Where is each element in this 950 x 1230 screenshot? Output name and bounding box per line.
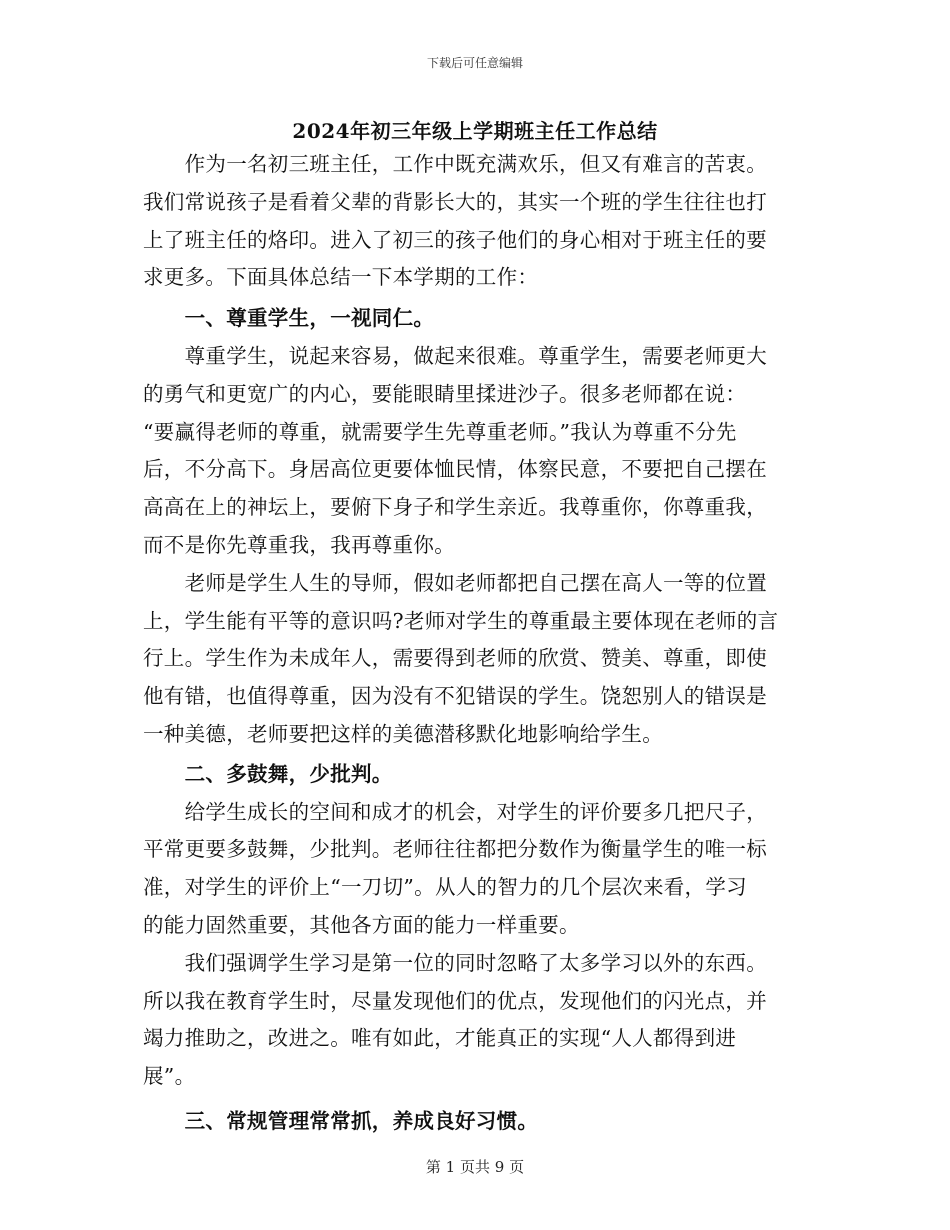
section-heading: 二、多鼓舞，少批判。 [143, 761, 393, 786]
text-line: 而不是你先尊重我，我再尊重你。 [143, 532, 455, 557]
text-line: 我们常说孩子是看着父辈的背影长大的，其实一个班的学生往往也打 [143, 189, 767, 214]
text-line: 所以我在教育学生时，尽量发现他们的优点，发现他们的闪光点，并 [143, 988, 767, 1013]
page-footer: 第 1 页共 9 页 [425, 1158, 525, 1176]
text-line: 高高在上的神坛上，要俯下身子和学生亲近。我尊重你，你尊重我， [143, 495, 767, 520]
document-body [143, 146, 803, 1141]
text-line: 尊重学生，说起来容易，做起来很难。尊重学生，需要老师更大 [143, 343, 767, 368]
text-line: 给学生成长的空间和成才的机会，对学生的评价要多几把尺子， [143, 799, 767, 824]
text-line: 上了班主任的烙印。进入了初三的孩子他们的身心相对于班主任的要 [143, 227, 767, 252]
text-line: 展”。 [143, 1064, 196, 1089]
text-line: 求更多。下面具体总结一下本学期的工作： [143, 265, 539, 290]
text-line: 一种美德，老师要把这样的美德潜移默化地影响给学生。 [143, 721, 663, 746]
text-line: 作为一名初三班主任，工作中既充满欢乐，但又有难言的苦衷。 [143, 152, 767, 176]
text-line: 平常更要多鼓舞，少批判。老师往往都把分数作为衡量学生的唯一标 [143, 837, 767, 862]
text-line: 行上。学生作为未成年人，需要得到老师的欣赏、赞美、尊重，即使 [143, 646, 767, 671]
section-heading: 一、尊重学生，一视同仁。 [143, 306, 435, 331]
text-line: 准，对学生的评价上“一刀切”。从人的智力的几个层次来看，学习 [143, 875, 747, 900]
text-line: 他有错，也值得尊重，因为没有不犯错误的学生。饶恕别人的错误是 [143, 684, 767, 709]
text-line: 上，学生能有平等的意识吗?老师对学生的尊重最主要体现在老师的言 [143, 608, 779, 633]
text-line: 我们强调学生学习是第一位的同时忽略了太多学习以外的东西。 [143, 950, 767, 975]
text-line: 老师是学生人生的导师，假如老师都把自己摆在高人一等的位置 [143, 570, 767, 595]
text-line: “要赢得老师的尊重，就需要学生先尊重老师。”我认为尊重不分先 [143, 419, 737, 444]
page-header: 下载后可任意编辑 [426, 56, 523, 70]
section-heading: 三、常规管理常常抓，养成良好习惯。 [143, 1108, 539, 1133]
document-title: 2024年初三年级上学期班主任工作总结 [292, 119, 658, 143]
text-line: 的能力固然重要，其他各方面的能力一样重要。 [143, 912, 580, 937]
text-line: 的勇气和更宽广的内心，要能眼睛里揉进沙子。很多老师都在说： [143, 381, 747, 406]
text-line: 竭力推助之，改进之。唯有如此，才能真正的实现“人人都得到进 [143, 1026, 737, 1051]
text-line: 后，不分高下。身居高位更要体恤民情，体察民意，不要把自己摆在 [143, 457, 767, 482]
